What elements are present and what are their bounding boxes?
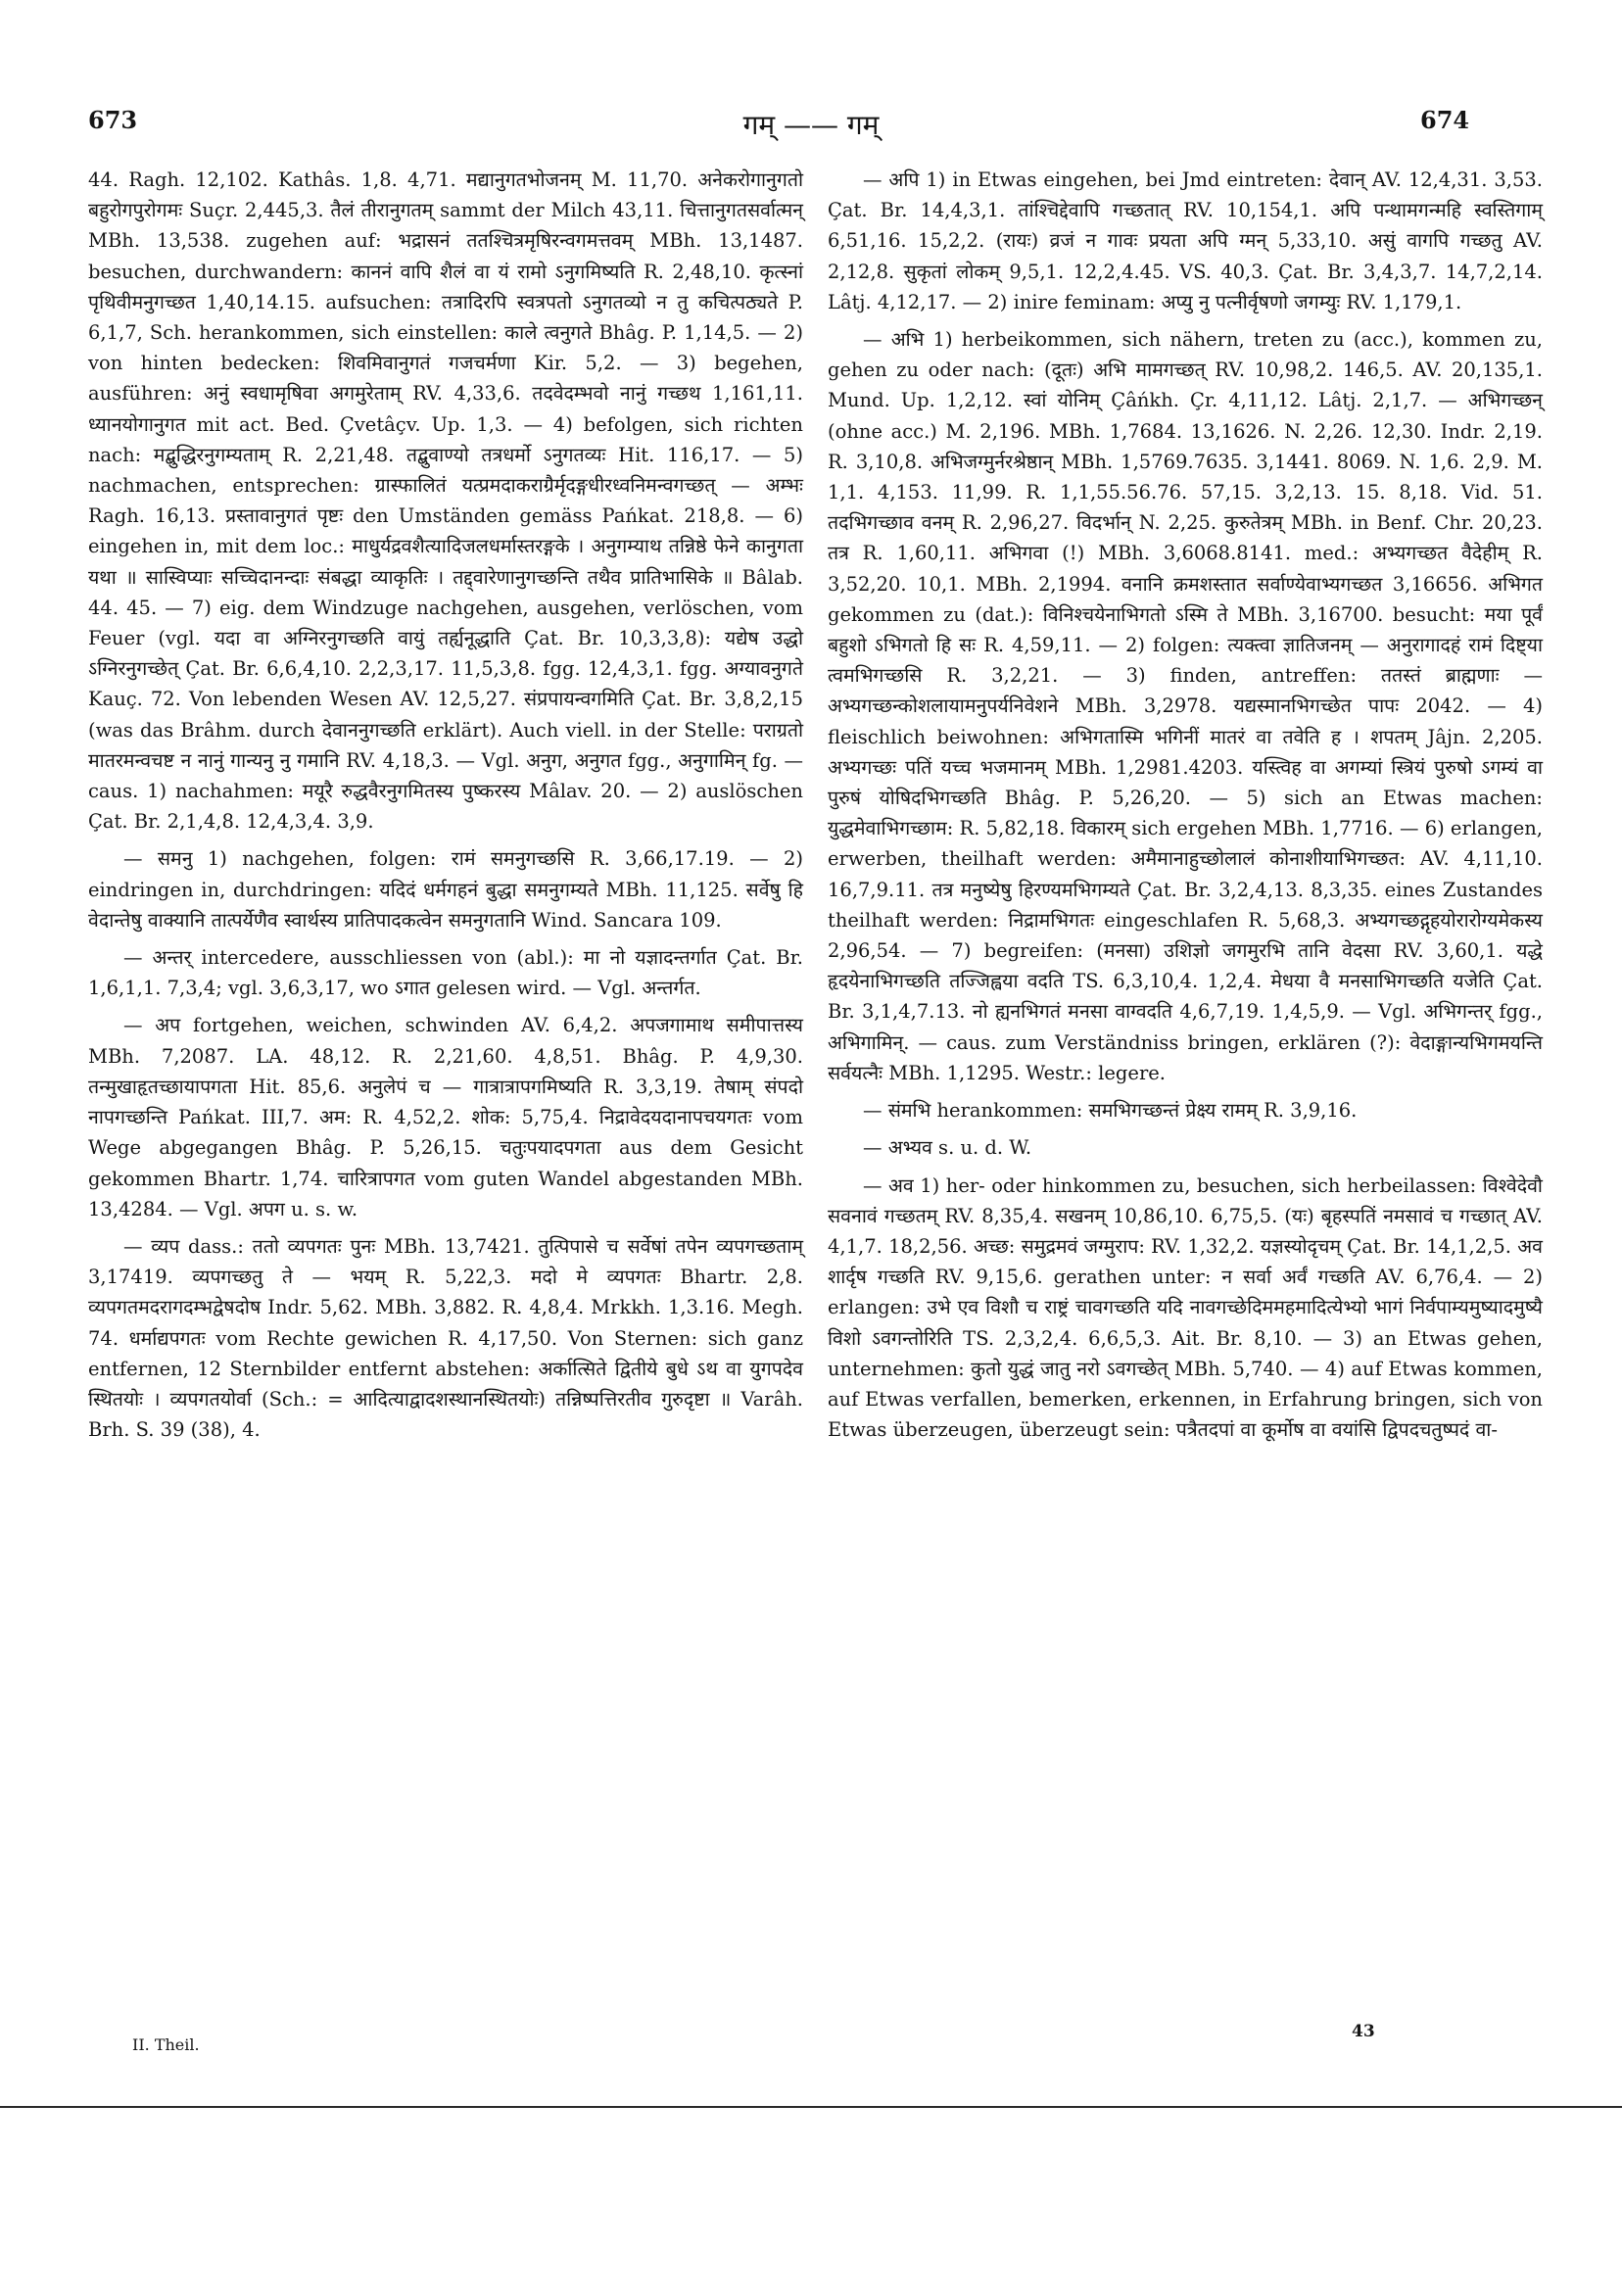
right-column (828, 165, 1543, 1452)
page-number-right: 674 (1420, 106, 1470, 134)
right-entry-api: — अपि 1) in Etwas eingehen, bei Jmd eintreten: देवान् AV. 12,4,31. 3,53. Çat. Br. 14,4,3,1. तांश्चिद्देवापि गच्छतात् RV. 10,154,1. अपि पन्थामगन्महि स्वस्तिगाम् 6,51,16. 15,2,2. (रायः) व्रजं न गावः प्रयता अपि ग्मन् 5,33,10. असुं वागपि गच्छतु AV. 2,12,8. सुकृतां लोकम् 9,5,1. 12,2,4.45. VS. 40,3. Çat. Br. 3,4,3,7. 14,7,2,14. Lâtj. 4,12,17. — 2) inire feminam: अप्यु नु पत्नीर्वृषणो जगम्युः RV. 1,179,1. (828, 168, 1543, 313)
left-entry-antar: — अन्तर् intercedere, ausschliessen von (abl.): मा नो यज्ञादन्तर्गात Çat. Br. 1,6,1,1. 7,3,4; vgl. 3,6,3,17, wo ऽगात gelesen wird. — Vgl. अन्तर्गत. (88, 946, 803, 1000)
right-entry-samabhi: — संमभि herankommen: समभिगच्छन्तं प्रेक्ष्य रामम् R. 3,9,16. (863, 1099, 1358, 1123)
left-entry-vyapa: — व्यप dass.: ततो व्यपगतः पुनः MBh. 13,7421. तुत्पिपासे च सर्वेषां तपेन व्यपगच्छताम् 3,17419. व्यपगच्छतु ते — भयम् R. 5,22,3. मदो मे व्यपगतः Bhartr. 2,8. व्यपगतमदरागदम्भद्वेषदोष Indr. 5,62. MBh. 3,882. R. 4,8,4. Mrkkh. 1,3.16. Megh. 74. धर्माद्यपगतः vom Rechte gewichen R. 4,17,50. Von Sternen: sich ganz entfernen, 12 Sternbilder entfernt abstehen: अर्कात्सिते द्वितीये बुधे ऽथ वा युगपदेव स्थितयोः । व्यपगतयोर्वा (Sch.: = आदित्याद्वादशस्थानस्थितयोः) तन्निष्पत्तिरतीव गुरुदृष्टा ॥ Varâh. Brh. S. 39 (38), 4. (88, 1234, 803, 1442)
right-entry-abhi: — अभि 1) herbeikommen, sich nähern, treten zu (acc.), kommen zu, gehen zu oder nach: (दूतः) अभि मामगच्छत् RV. 10,98,2. 146,5. AV. 20,135,1. Mund. Up. 1,2,12. स्वां योनिम् Çâńkh. Çr. 4,11,12. Lâtj. 2,1,7. — अभिगच्छन् (ohne acc.) M. 2,196. MBh. 1,7684. 13,1626. N. 2,26. 12,30. Indr. 2,19. R. 3,10,8. अभिजग्मुर्नरश्रेष्ठान् MBh. 1,5769.7635. 3,1441. 8069. N. 1,6. 2,9. M. 1,1. 4,153. 11,99. R. 1,1,55.56.76. 57,15. 3,2,13. 15. 8,18. Vid. 51. तदभिगच्छाव वनम् R. 2,96,27. विदर्भान् N. 2,25. कुरुतेत्रम् MBh. in Benf. Chr. 20,23. तत्र R. 1,60,11. अभिगवा (!) MBh. 3,6068.8141. med.: अभ्यगच्छत वैदेहीम् R. 3,52,20. 10,1. MBh. 2,1994. वनानि क्रमशस्तात सर्वाण्येवाभ्यगच्छत 3,16656. अभिगत gekommen zu (dat.): विनिश्चयेनाभिगतो ऽस्मि ते MBh. 3,16700. besucht: मया पूर्वं बहुशो ऽभिगतो हि सः R. 4,59,11. — 2) folgen: त्यक्त्वा ज्ञातिजनम् — अनुरागादहं रामं दिष्ट्या त्वमभिगच्छसि R. 3,2,21. — 3) finden, antreffen: ततस्तं ब्राह्मणाः — अभ्यगच्छन्कोशलायामनुपर्यनिवेशने MBh. 3,2978. यद्यस्मानभिगच्छेत पापः 2042. — 4) fleischlich beiwohnen: अभिगतास्मि भगिनीं मातरं वा तवेति ह । शपतम् Jâjn. 2,205. अभ्यगच्छः पतिं यच्च भजमानम् MBh. 1,2981.4203. यस्त्विह वा अगम्यां स्त्रियं पुरुषो ऽगम्यं वा पुरुषं योषिदभिगच्छति Bhâg. P. 5,26,20. — 5) sich an Etwas machen: युद्धमेवाभिगच्छाम: R. 5,82,18. विकारम् sich ergehen MBh. 1,7716. — 6) erlangen, erwerben, theilhaft werden: अमैमानाहुच्छोलालं कोनाशीयाभिगच्छत: AV. 4,11,10. 16,7,9.11. तत्र मनुष्येषु हिरण्यमभिगम्यते Çat. Br. 3,2,4,13. 8,3,35. eines Zustandes theilhaft werden: निद्रामभिगतः eingeschlafen R. 5,68,3. अभ्यगच्छद्गृहयोरारोग्यमेकस्य 2,96,54. — 7) begreifen: (मनसा) उशिज्ञो जगमुरभि तानि वेदसा RV. 3,60,1. यद्धे हृदयेनाभिगच्छति तज्जिह्वया वदति TS. 6,3,10,4. 1,2,4. मेधया वै मनसाभिगच्छति यजेति Çat. Br. 3,1,4,7.13. नो ह्यनभिगतं मनसा वाग्वदति 4,6,7,19. 1,4,5,9. — Vgl. अभिगन्तर् fgg., अभिगामिन्. — caus. zum Verständniss bringen, erklären (?): वेदाङ्गान्यभिगमयन्ति सर्वयत्नैः MBh. 1,1295. Westr.: legere. (828, 328, 1543, 1084)
footer-signature: 43 (1352, 2022, 1375, 2041)
page-number-left: 673 (88, 106, 138, 134)
right-entry-ava: — अव 1) her- oder hinkommen zu, besuchen, sich herbeilassen: विश्वेदेवौ सवनावं गच्छतम् RV. 8,35,4. सखनम् 10,86,10. 6,75,5. (यः) बृहस्पतिं नमसावं च गच्छात् AV. 4,1,7. 18,2,56. अच्छ: समुद्रमवं जग्मुराप: RV. 1,32,2. यज्ञस्योदृचम् Çat. Br. 14,1,2,5. अव शार्दृष गच्छति RV. 9,15,6. gerathen unter: न सर्वा अर्वं गच्छति AV. 6,76,4. — 2) erlangen: उभे एव विशौ च राष्ट्रं चावगच्छति यदि नावगच्छेदिममहमादित्येभ्यो भागं निर्वपाम्यमुष्यादमुष्यै विशो ऽवगन्तोरिति TS. 2,3,2,4. 6,6,5,3. Ait. Br. 8,10. — 3) an Etwas gehen, unternehmen: कुतो युद्धं जातु नरो ऽवगच्छेत् MBh. 5,740. — 4) auf Etwas kommen, auf Etwas verfallen, bemerken, erkennen, in Erfahrung bringen, sich von Etwas überzeugen, überzeugt sein: पत्रैतदपां वा कूर्मोष वा वयांसि द्विपदचतुष्पदं वा- (828, 1173, 1543, 1442)
bottom-rule (0, 2106, 1622, 2108)
left-column (88, 165, 803, 1452)
left-entry-continuation: 44. Ragh. 12,102. Kathâs. 1,8. 4,71. मद्यानुगतभोजनम् M. 11,70. अनेकरोगानुगतो बहुरोगपुरोगमः Suçr. 2,445,3. तैलं तीरानुगतम् sammt der Milch 43,11. चित्तानुगतसर्वात्मन् MBh. 13,538. zugehen auf: भद्रासनं ततश्चित्रमृषिरन्वगमत्तवम् MBh. 13,1487. besuchen, durchwandern: काननं वापि शैलं वा यं रामो ऽनुगमिष्यति R. 2,48,10. कृत्स्नां पृथिवीमनुगच्छत 1,40,14.15. aufsuchen: तत्रादिरपि स्वत्रपतो ऽनुगतव्यो न तु कचित्पठ्यते P. 6,1,7, Sch. herankommen, sich einstellen: काले त्वनुगते Bhâg. P. 1,14,5. — 2) von hinten bedecken: शिवमिवानुगतं गजचर्मणा Kir. 5,2. — 3) begehen, ausführen: अनुं स्वधामृषिवा अगमुरेताम् RV. 4,33,6. तदवेदम्भवो नानुं गच्छथ 1,161,11. ध्यानयोगानुगत mit act. Bed. Çvetâçv. Up. 1,3. — 4) befolgen, sich richten nach: मद्बुद्धिरनुगम्यताम् R. 2,21,48. तद्बुवाण्यो तत्रधर्मो ऽनुगतव्यः Hit. 116,17. — 5) nachmachen, entsprechen: ग्रास्फालितं यत्प्रमदाकराग्रैर्मृदङ्गधीरध्वनिमन्वगच्छत् — अम्भः Ragh. 16,13. प्रस्तावानुगतं पृष्टः den Umständen gemäss Pańkat. 218,8. — 6) eingehen in, mit dem loc.: माधुर्यद्रवशैत्यादिजलधर्मास्तरङ्गके । अनुगम्याथ तन्निष्ठे फेने कानुगता यथा ॥ सास्विप्याः सच्चिदानन्दाः संबद्धा व्याकृतिः । तद्द्वारेणानुगच्छन्ति तथैव प्रातिभासिके ॥ Bâlab. 44. 45. — 7) eig. dem Windzuge nachgehen, ausgehen, verlöschen, vom Feuer (vgl. यदा वा अग्निरनुगच्छति वायुं तर्ह्यनूद्धाति Çat. Br. 10,3,3,8): यद्येष उद्धो ऽग्निरनुगच्छेत् Çat. Br. 6,6,4,10. 2,2,3,17. 11,5,3,8. fgg. 12,4,3,1. fgg. अग्यावनुगते Kauç. 72. Von lebenden Wesen AV. 12,5,27. संप्रपायन्वगमिति Çat. Br. 3,8,2,15 (was das Brâhm. durch देवाननुगच्छति erklärt). Auch viell. in der Stelle: पराग्रतो मातरमन्वचष्ट न नानुं गान्यनु नु गमानि RV. 4,18,3. — Vgl. अनुग, अनुगत fgg., अनुगामिन् fg. — caus. 1) nachahmen: मयूरै रुद्धवैरनुगमितस्य पुष्करस्य Mâlav. 20. — 2) auslöschen Çat. Br. 2,1,4,8. 12,4,3,4. 3,9. (88, 168, 803, 834)
right-entry-abhyava: — अभ्यव s. u. d. W. (863, 1136, 1032, 1160)
footer-volume: II. Theil. (132, 2035, 200, 2054)
left-entry-samanu: — समनु 1) nachgehen, folgen: रामं समनुगच्छसि R. 3,66,17.19. — 2) eindringen in, durchdringen: यदिदं धर्मगहनं बुद्धा समनुगम्यते MBh. 11,125. सर्वेषु हि वेदान्तेषु वाक्यानि तात्पर्येणैव स्वार्थस्य प्रातिपादकत्वेन समनुगतानि Wind. Sancara 109. (88, 847, 803, 932)
page-header (0, 106, 1622, 145)
headword: गम् —— गम् (742, 109, 880, 141)
left-entry-apa: — अप fortgehen, weichen, schwinden AV. 6,4,2. अपजगामाथ समीपात्तस्य MBh. 7,2087. LA. 48,12. R. 2,21,60. 4,8,51. Bhâg. P. 4,9,30. तन्मुखाहृतच्छायापगता Hit. 85,6. अनुलेपं च — गात्रात्रापगमिष्यति R. 3,3,19. तेषाम् संपदो नापगच्छन्ति Pańkat. III,7. अम: R. 4,52,2. शोक: 5,75,4. निद्रावेदयदानापचयगतः vom Wege abgegangen Bhâg. P. 5,26,15. चतुःपयादपगता aus dem Gesicht gekommen Bhartr. 1,74. चारित्रापगत vom guten Wandel abgestanden MBh. 13,4284. — Vgl. अपग u. s. w. (88, 1014, 803, 1220)
